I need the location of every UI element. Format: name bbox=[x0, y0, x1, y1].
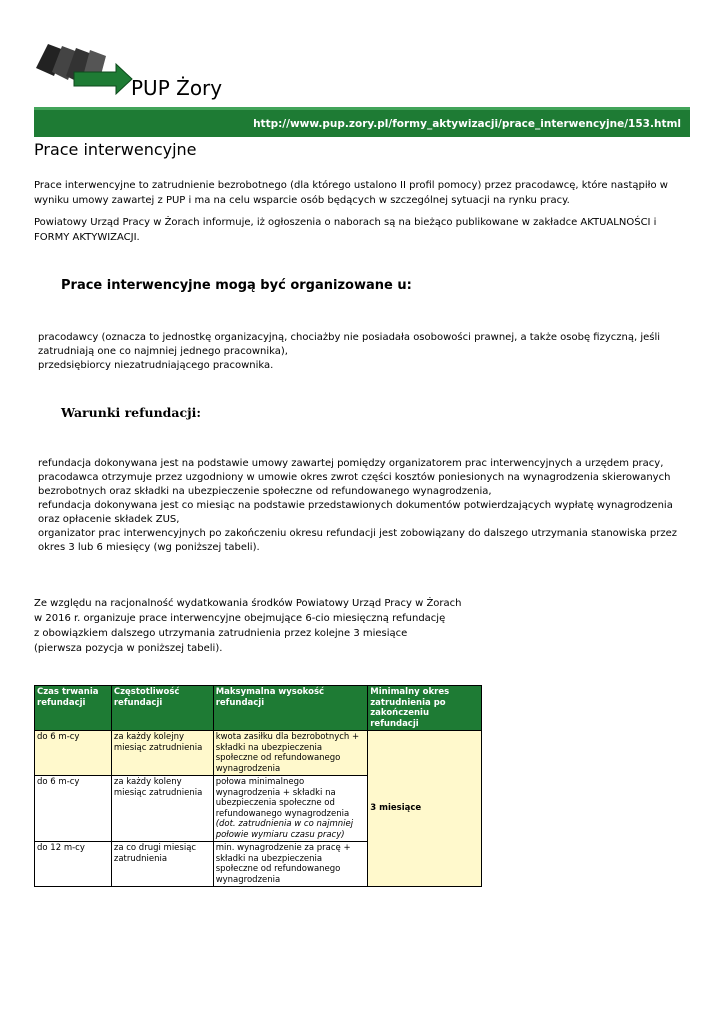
column-header: Maksymalna wysokość refundacji bbox=[213, 686, 368, 731]
table-cell: min. wynagrodzenie za pracę + składki na ubezpieczenia społeczne od refundowanego wynagrodzenia bbox=[213, 842, 368, 887]
list-item: przedsiębiorcy niezatrudniającego pracownika. bbox=[38, 360, 274, 371]
table-cell: kwota zasiłku dla bezrobotnych + składki na ubezpieczenia społeczne od refundowanego wynagrodzenia bbox=[213, 731, 368, 776]
intro-paragraph-2: Powiatowy Urząd Pracy w Żorach informuje, iż ogłoszenia o naborach są na bieżąco publikowane w zakładce AKTUALNOŚCI i FORMY AKTYWIZACJI. bbox=[34, 217, 657, 243]
table-header-row bbox=[35, 686, 482, 731]
note-paragraph bbox=[34, 596, 684, 656]
refund-table bbox=[34, 685, 482, 887]
header-bar bbox=[34, 107, 690, 137]
table-cell-min-period: 3 miesiące bbox=[368, 731, 482, 887]
note-line: w 2016 r. organizuje prace interwencyjne obejmujące 6-cio miesięczną refundację bbox=[34, 613, 446, 624]
list-item: refundacja dokonywana jest na podstawie umowy zawartej pomiędzy organizatorem prac interwencyjnych a urzędem pracy, bbox=[38, 458, 664, 469]
table-cell: za co drugi miesiąc zatrudnienia bbox=[111, 842, 213, 887]
column-header: Częstotliwość refundacji bbox=[111, 686, 213, 731]
column-header: Czas trwania refundacji bbox=[35, 686, 112, 731]
organizers-list bbox=[38, 331, 690, 373]
table-cell: do 12 m-cy bbox=[35, 842, 112, 887]
page-title: Prace interwencyjne bbox=[34, 140, 197, 159]
list-item: organizator prac interwencyjnych po zakończeniu okresu refundacji jest zobowiązany do dalszego utrzymania stanowiska przez okres 3 lub 6 miesięcy (wg poniższej tabeli). bbox=[38, 528, 677, 553]
brand-name: PUP Żory bbox=[131, 76, 223, 100]
cell-note: (dot. zatrudnienia w co najmniej połowie wymiaru czasu pracy) bbox=[215, 819, 354, 840]
refund-conditions-list bbox=[38, 457, 690, 555]
table-cell: za każdy koleny miesiąc zatrudnienia bbox=[111, 776, 213, 842]
intro-paragraph-1: Prace interwencyjne to zatrudnienie bezrobotnego (dla którego ustalono II profil pomocy) przez pracodawcę, które nastąpiło w wyniku umowy zawartej z PUP i ma na celu wsparcie osób będących w szczególnej sytuacji na rynku pracy. bbox=[34, 180, 668, 206]
section-heading-refund-conditions: Warunki refundacji: bbox=[61, 405, 202, 420]
note-line: Ze względu na racjonalność wydatkowania środków Powiatowy Urząd Pracy w Żorach bbox=[34, 598, 462, 609]
list-item: pracodawca otrzymuje przez uzgodniony w umowie okres zwrot części kosztów poniesionych na wynagrodzenia skierowanych bezrobotnych oraz składki na ubezpieczenie społeczne od refundowanego wynagrodzenia, bbox=[38, 472, 671, 497]
list-item: pracodawcy (oznacza to jednostkę organizacyjną, chociażby nie posiadała osobowości prawnej, a także osobę fizyczną, jeśli zatrudniają one co najmniej jednego pracownika), bbox=[38, 332, 661, 357]
cell-text: połowa minimalnego wynagrodzenia + składki na ubezpieczenia społeczne od refundowanego wynagrodzenia bbox=[215, 777, 350, 819]
list-item: refundacja dokonywana jest co miesiąc na podstawie przedstawionych dokumentów potwierdzających wypłatę wynagrodzenia oraz opłacenie składek ZUS, bbox=[38, 500, 673, 525]
pup-logo-icon bbox=[34, 42, 144, 98]
column-header: Minimalny okres zatrudnienia po zakończeniu refundacji bbox=[368, 686, 482, 731]
table-cell: do 6 m-cy bbox=[35, 776, 112, 842]
note-line: (pierwsza pozycja w poniższej tabeli). bbox=[34, 643, 223, 654]
section-heading-organizers: Prace interwencyjne mogą być organizowane u: bbox=[61, 278, 412, 293]
table-cell: do 6 m-cy bbox=[35, 731, 112, 776]
table-row bbox=[35, 731, 482, 776]
table-cell bbox=[213, 776, 368, 842]
page-url-link[interactable]: http://www.pup.zory.pl/formy_aktywizacji/prace_interwencyjne/153.html bbox=[253, 118, 681, 130]
note-line: z obowiązkiem dalszego utrzymania zatrudnienia przez kolejne 3 miesiące bbox=[34, 628, 408, 639]
table-cell: za każdy kolejny miesiąc zatrudnienia bbox=[111, 731, 213, 776]
